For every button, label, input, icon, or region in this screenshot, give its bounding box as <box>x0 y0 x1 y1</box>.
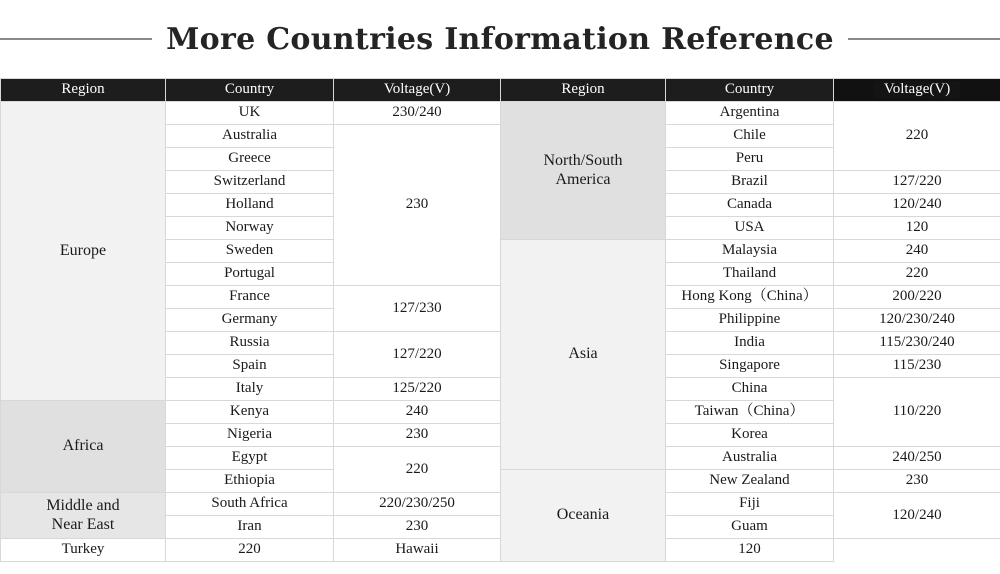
voltage-cell-left: 220 <box>166 539 334 562</box>
header-voltage-right-label: Voltage(V) <box>874 81 960 98</box>
country-cell-right: Philippine <box>666 309 834 332</box>
voltage-cell-right: 200/220 <box>834 286 1000 309</box>
voltage-cell-right: 110/220 <box>834 378 1000 447</box>
header-region-left: Region <box>1 79 166 102</box>
voltage-cell-left: 127/220 <box>334 332 501 378</box>
region-cell-left: Europe <box>1 102 166 401</box>
region-cell-right: Asia <box>501 240 666 470</box>
voltage-cell-left: 220 <box>334 447 501 493</box>
country-cell-left: Egypt <box>166 447 334 470</box>
title-bar <box>0 0 1000 78</box>
region-cell-left: Africa <box>1 401 166 493</box>
country-cell-left: Nigeria <box>166 424 334 447</box>
voltage-cell-right: 230 <box>834 470 1000 493</box>
country-cell-right: Australia <box>666 447 834 470</box>
voltage-cell-left: 240 <box>334 401 501 424</box>
country-cell-right: Singapore <box>666 355 834 378</box>
table-row <box>1 539 1000 562</box>
title-rule-right <box>848 38 1000 40</box>
country-cell-right: Thailand <box>666 263 834 286</box>
voltage-cell-right: 115/230 <box>834 355 1000 378</box>
header-country-right: Country <box>666 79 834 102</box>
voltage-cell-left: 230 <box>334 516 501 539</box>
voltage-cell-right: 127/220 <box>834 171 1000 194</box>
country-cell-left: Kenya <box>166 401 334 424</box>
country-cell-left: Australia <box>166 125 334 148</box>
country-cell-left: Spain <box>166 355 334 378</box>
header-country-left: Country <box>166 79 334 102</box>
header-row <box>1 79 1000 102</box>
country-cell-left: Italy <box>166 378 334 401</box>
page-title: More Countries Information Reference <box>166 21 834 57</box>
voltage-cell-left: 230/240 <box>334 102 501 125</box>
country-cell-left: Iran <box>166 516 334 539</box>
header-voltage-left: Voltage(V) <box>334 79 501 102</box>
country-cell-left: Turkey <box>1 539 166 562</box>
country-cell-right: Argentina <box>666 102 834 125</box>
country-cell-left: Greece <box>166 148 334 171</box>
country-cell-left: Norway <box>166 217 334 240</box>
country-cell-left: Sweden <box>166 240 334 263</box>
voltage-cell-right: 120/240 <box>834 194 1000 217</box>
voltage-cell-right: 220 <box>834 102 1000 171</box>
country-cell-right: Malaysia <box>666 240 834 263</box>
header-region-right: Region <box>501 79 666 102</box>
country-cell-left: South Africa <box>166 493 334 516</box>
country-cell-left: Germany <box>166 309 334 332</box>
voltage-cell-left: 127/230 <box>334 286 501 332</box>
country-cell-right: Canada <box>666 194 834 217</box>
voltage-cell-right: 120 <box>834 217 1000 240</box>
region-cell-right: Oceania <box>501 470 666 562</box>
country-cell-right: India <box>666 332 834 355</box>
table-row <box>1 493 1000 516</box>
table-row <box>1 102 1000 125</box>
voltage-cell-left: 230 <box>334 424 501 447</box>
voltage-cell-right: 220 <box>834 263 1000 286</box>
country-cell-right: Korea <box>666 424 834 447</box>
country-cell-left: Portugal <box>166 263 334 286</box>
voltage-cell-right: 240/250 <box>834 447 1000 470</box>
country-cell-right: Guam <box>666 516 834 539</box>
countries-voltage-table <box>0 78 1000 562</box>
country-cell-right: China <box>666 378 834 401</box>
voltage-cell-left: 220/230/250 <box>334 493 501 516</box>
voltage-cell-right: 240 <box>834 240 1000 263</box>
country-cell-left: France <box>166 286 334 309</box>
country-cell-right: Chile <box>666 125 834 148</box>
title-rule-left <box>0 38 152 40</box>
country-cell-right: Fiji <box>666 493 834 516</box>
country-cell-left: Russia <box>166 332 334 355</box>
voltage-cell-left: 230 <box>334 125 501 286</box>
country-cell-right: Brazil <box>666 171 834 194</box>
country-cell-right: Hong Kong（China） <box>666 286 834 309</box>
country-cell-left: Holland <box>166 194 334 217</box>
country-cell-right: Taiwan（China） <box>666 401 834 424</box>
voltage-cell-right: 115/230/240 <box>834 332 1000 355</box>
region-cell-left: Middle and Near East <box>1 493 166 539</box>
table-body <box>1 102 1000 562</box>
country-cell-left: UK <box>166 102 334 125</box>
voltage-cell-right: 120/230/240 <box>834 309 1000 332</box>
region-cell-right: North/South America <box>501 102 666 240</box>
voltage-cell-left: 125/220 <box>334 378 501 401</box>
country-cell-right: USA <box>666 217 834 240</box>
voltage-cell-right: 120 <box>666 539 834 562</box>
country-cell-left: Ethiopia <box>166 470 334 493</box>
country-cell-right: Peru <box>666 148 834 171</box>
country-cell-left: Switzerland <box>166 171 334 194</box>
voltage-cell-right: 120/240 <box>834 493 1000 539</box>
country-cell-right: Hawaii <box>334 539 501 562</box>
table-header <box>1 79 1000 102</box>
header-voltage-right <box>834 79 1000 102</box>
country-cell-right: New Zealand <box>666 470 834 493</box>
